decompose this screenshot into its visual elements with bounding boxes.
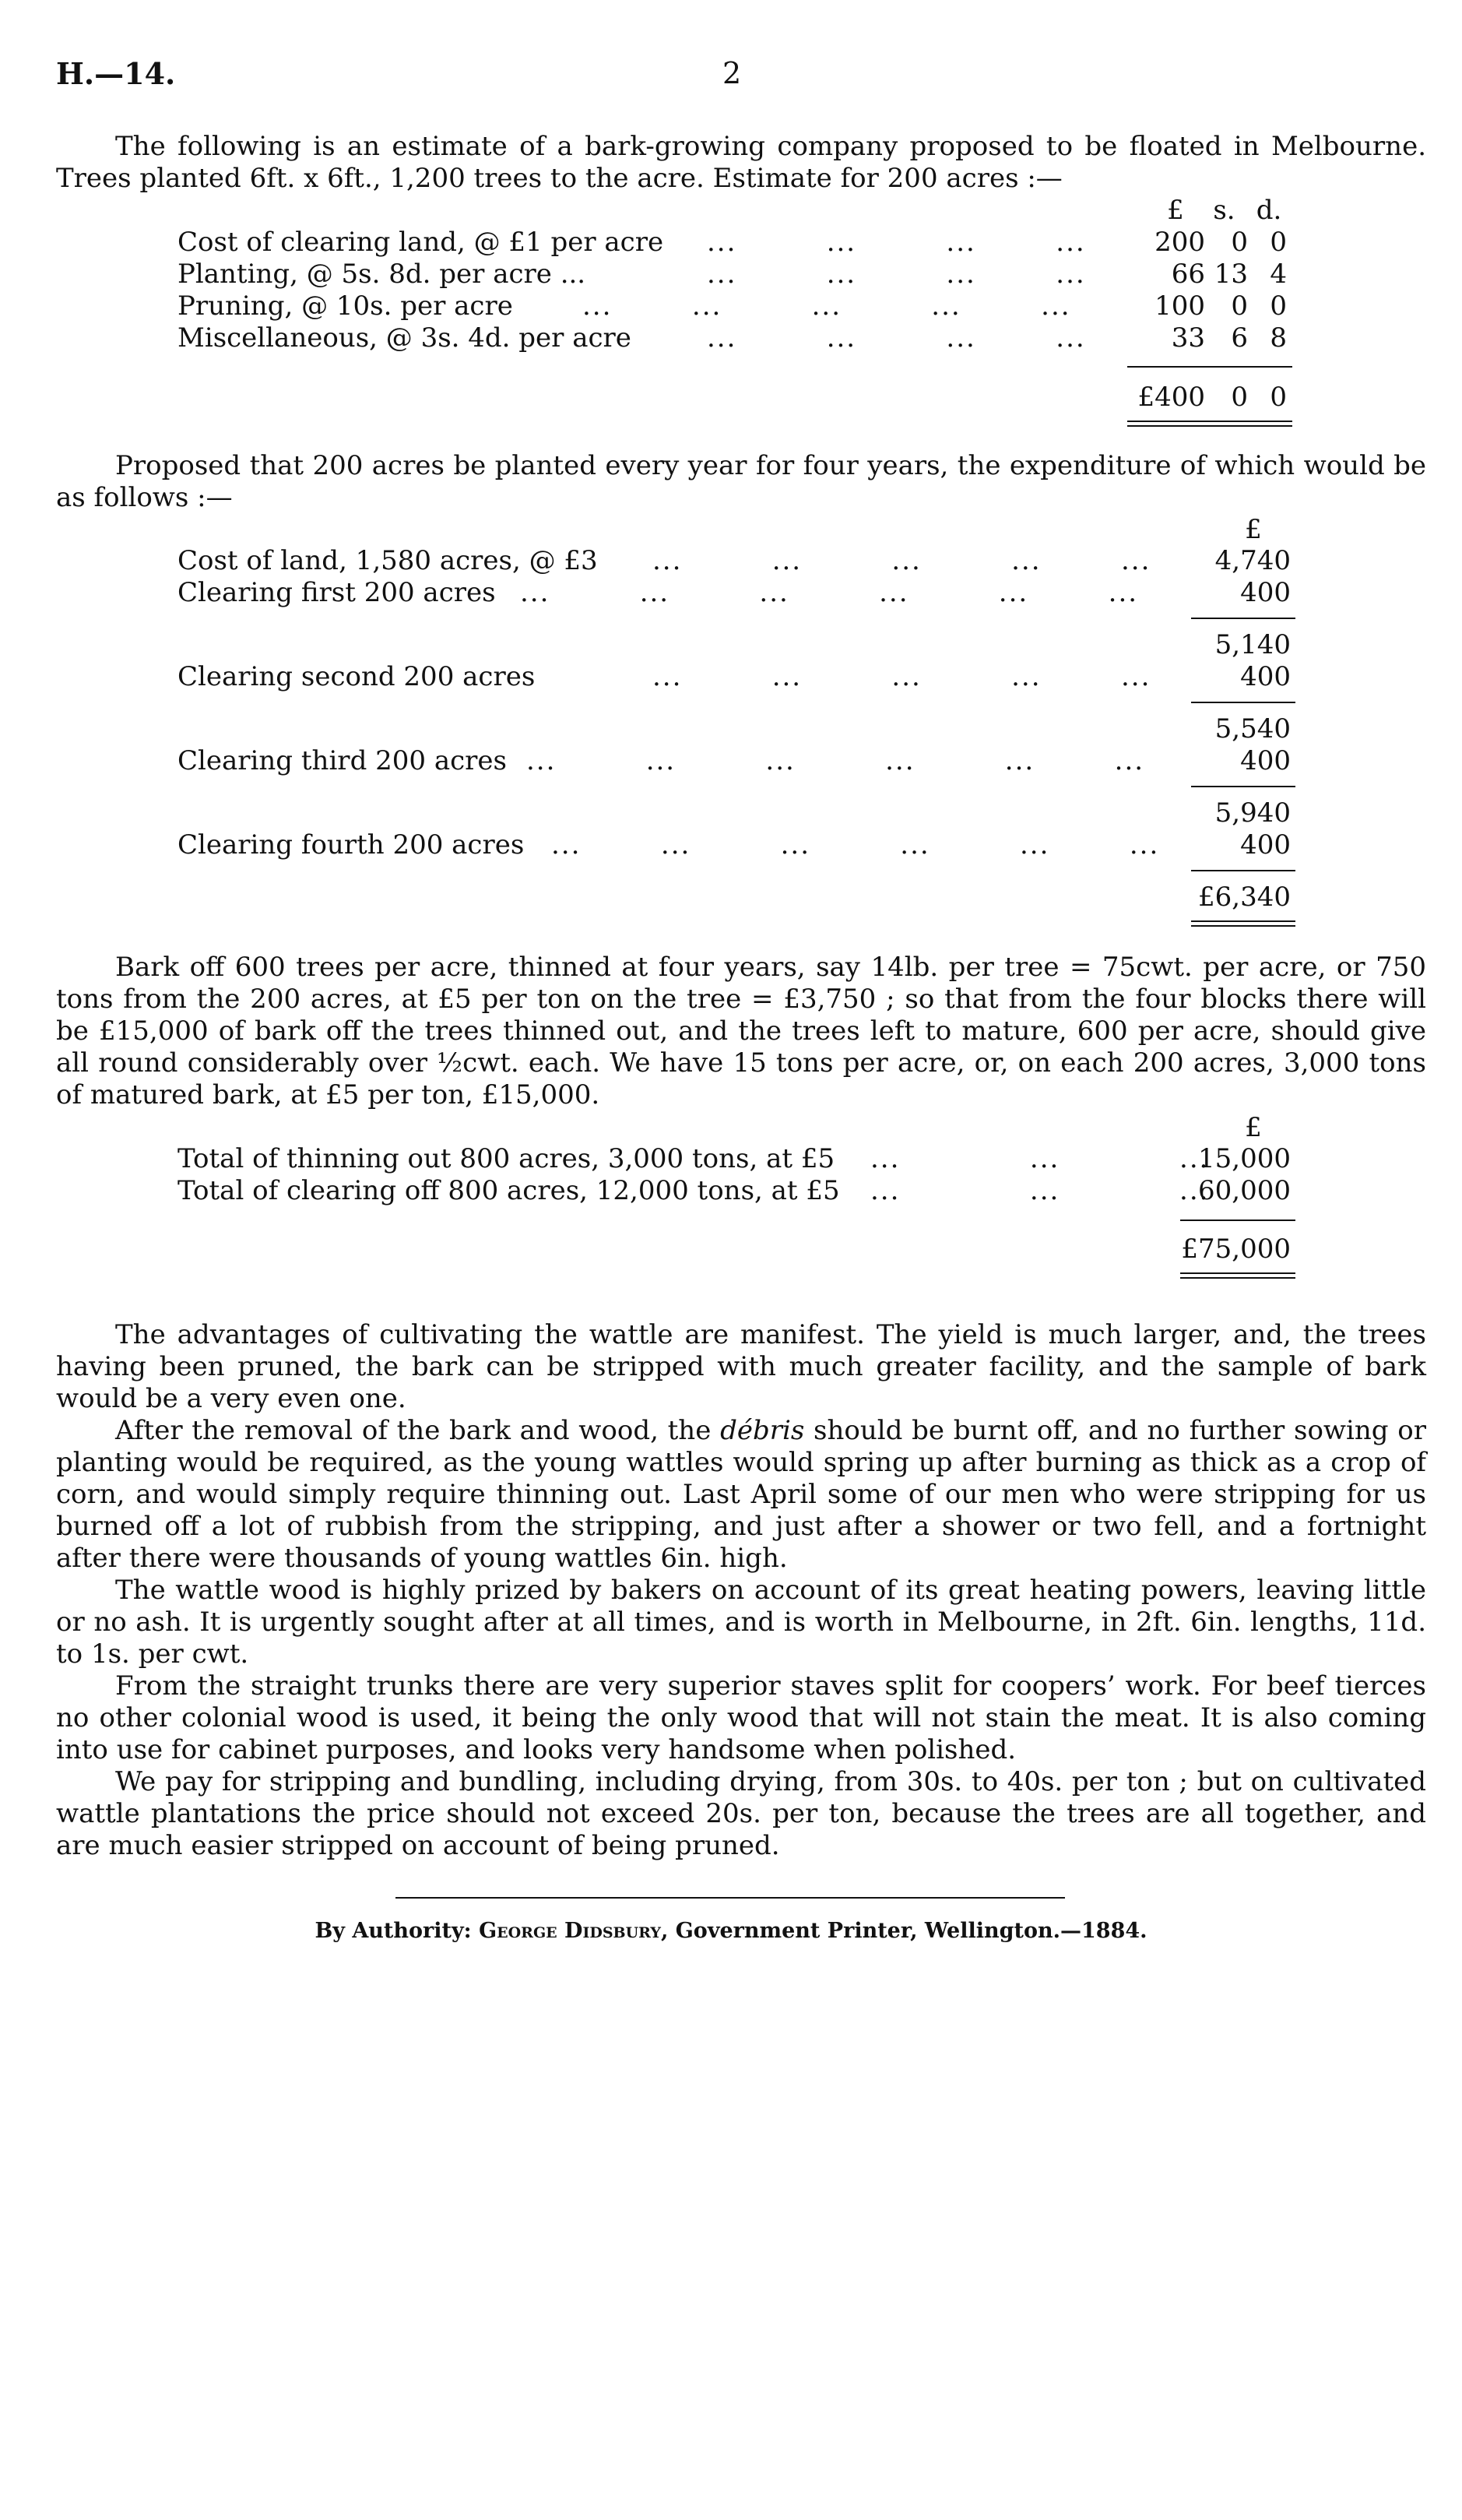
leader-dots: ... ... ... ... [707, 259, 1086, 290]
expenditure-total: £6,340 [1198, 882, 1291, 913]
returns-label: Total of thinning out 800 acres, 3,000 tons, at £5 [177, 1143, 835, 1174]
estimate-row-label: Miscellaneous, @ 3s. 4d. per acre [177, 322, 631, 354]
estimate-pounds: 66 [1171, 259, 1205, 290]
sum-rule [1180, 1220, 1295, 1221]
leader-dots: ... ... ... ... ... [652, 545, 1151, 576]
expenditure-subtotal: 5,940 [1214, 797, 1291, 829]
expenditure-amount: 400 [1240, 577, 1291, 608]
estimate-pence: 0 [1270, 227, 1287, 258]
printer-imprint: By Authority: George Didsbury, Government Printer, Wellington.—1884. [315, 1919, 1147, 1943]
col-pounds-header: £ [1245, 1112, 1262, 1143]
advantages-paragraph: The advantages of cultivating the wattle are manifest. The yield is much larger, and, the trees having been pruned, the bark can be stripped with much greater facility, and the sample of bark would be a very even one. [56, 1319, 1426, 1414]
proposal-paragraph: Proposed that 200 acres be planted every year for four years, the expenditure of which would be as follows :— [56, 450, 1426, 513]
estimate-row-label: Pruning, @ 10s. per acre [177, 290, 513, 322]
expenditure-label: Clearing second 200 acres [177, 661, 536, 692]
leader-dots: ... ... ... ... ... [582, 290, 1071, 322]
estimate-total-shillings: 0 [1231, 382, 1248, 413]
estimate-row-label: Cost of clearing land, @ £1 per acre [177, 227, 664, 258]
body-paragraphs [56, 1319, 1426, 1862]
estimate-shillings: 6 [1231, 322, 1248, 354]
expenditure-amount: 400 [1240, 661, 1291, 692]
estimate-shillings: 0 [1231, 290, 1248, 322]
sum-rule [1191, 786, 1295, 787]
document-reference: H.—14. [56, 56, 176, 91]
sum-rule [1191, 870, 1295, 871]
col-pounds-header: £ [1167, 195, 1184, 226]
total-double-rule [1180, 1272, 1295, 1279]
col-pounds-header: £ [1245, 514, 1262, 545]
staves-paragraph: From the straight trunks there are very superior staves split for coopers’ work. For beef tierces no other colonial wood is used, it being the only wood that will not stain the meat. It is also coming into use for cabinet purposes, and looks very handsome when polished. [56, 1670, 1426, 1765]
total-double-rule [1191, 920, 1295, 927]
expenditure-label: Clearing third 200 acres [177, 745, 507, 776]
leader-dots: ... ... ... ... ... ... [520, 577, 1139, 608]
sum-rule [1191, 702, 1295, 703]
intro-paragraph: The following is an estimate of a bark-growing company proposed to be floated in Melbourne. Trees planted 6ft. x 6ft., 1,200 trees to the acre. Estimate for 200 acres :— [56, 131, 1426, 194]
wood-paragraph: The wattle wood is highly prized by bakers on account of its great heating powers, leaving little or no ash. It is urgently sought after at all times, and is worth in Melbourne, in 2ft. 6in. lengths, 11d. to 1s. per cwt. [56, 1575, 1426, 1670]
expenditure-subtotal: 5,140 [1214, 629, 1291, 660]
footer-rule [395, 1897, 1065, 1899]
debris-paragraph: After the removal of the bark and wood, the débris should be burnt off, and no further sowing or planting would be required, as the young wattles would spring up after burning as thick as a crop of corn, and would simply require thinning out. Last April some of our men who were stripping for us burned off a lot of rubbish from the stripping, and just after a shower or two fell, and a fortnight after there were thousands of young wattles 6in. high. [56, 1415, 1427, 1574]
leader-dots: ... ... ... ... [707, 322, 1086, 354]
estimate-shillings: 0 [1231, 227, 1248, 258]
leader-dots: ... ... ... [870, 1143, 1210, 1174]
leader-dots: ... ... ... ... ... ... [526, 745, 1145, 776]
estimate-row-label: Planting, @ 5s. 8d. per acre ... [177, 259, 586, 290]
leader-dots: ... ... ... ... ... ... [551, 829, 1160, 861]
page-number: 2 [722, 56, 742, 90]
sum-rule [1127, 366, 1292, 368]
sum-rule [1191, 618, 1295, 619]
estimate-total-pence: 0 [1270, 382, 1287, 413]
estimate-pounds: 33 [1171, 322, 1205, 354]
estimate-shillings: 13 [1214, 259, 1248, 290]
expenditure-label: Clearing first 200 acres [177, 577, 496, 608]
returns-total: £75,000 [1181, 1234, 1291, 1265]
total-double-rule [1127, 421, 1292, 427]
returns-label: Total of clearing off 800 acres, 12,000 tons, at £5 [177, 1175, 840, 1206]
expenditure-label: Clearing fourth 200 acres [177, 829, 525, 861]
expenditure-amount: 400 [1240, 745, 1291, 776]
leader-dots: ... ... ... [870, 1175, 1210, 1206]
leader-dots: ... ... ... ... ... [652, 661, 1151, 692]
estimate-pence: 4 [1270, 259, 1287, 290]
estimate-pounds: 100 [1154, 290, 1205, 322]
estimate-pence: 8 [1270, 322, 1287, 354]
stripping-paragraph: We pay for stripping and bundling, including drying, from 30s. to 40s. per ton ; but on cultivated wattle plantations the price should not exceed 20s. per ton, because the trees are all together, and are much easier stripped on account of being pruned. [56, 1766, 1426, 1861]
expenditure-amount: 400 [1240, 829, 1291, 861]
returns-amount: 60,000 [1198, 1175, 1291, 1206]
estimate-pence: 0 [1270, 290, 1287, 322]
leader-dots: ... ... ... ... [707, 227, 1086, 258]
col-shillings-header: s. [1213, 195, 1235, 226]
expenditure-label: Cost of land, 1,580 acres, @ £3 [177, 545, 598, 576]
expenditure-amount: 4,740 [1214, 545, 1291, 576]
estimate-total-pounds: £400 [1137, 382, 1205, 413]
printer-name: George Didsbury [479, 1919, 661, 1943]
returns-amount: 15,000 [1198, 1143, 1291, 1174]
bark-paragraph: Bark off 600 trees per acre, thinned at four years, say 14lb. per tree = 75cwt. per acre, or 750 tons from the 200 acres, at £5 per ton on the tree = £3,750 ; so that from the four blocks there will be £15,000 of bark off the trees thinned out, and the trees left to mature, 600 per acre, should give all round considerably over ½cwt. each. We have 15 tons per acre, or, on each 200 acres, 3,000 tons of matured bark, at £5 per ton, £15,000. [56, 952, 1426, 1110]
estimate-pounds: 200 [1154, 227, 1205, 258]
col-pence-header: d. [1256, 195, 1282, 226]
expenditure-subtotal: 5,540 [1214, 713, 1291, 744]
